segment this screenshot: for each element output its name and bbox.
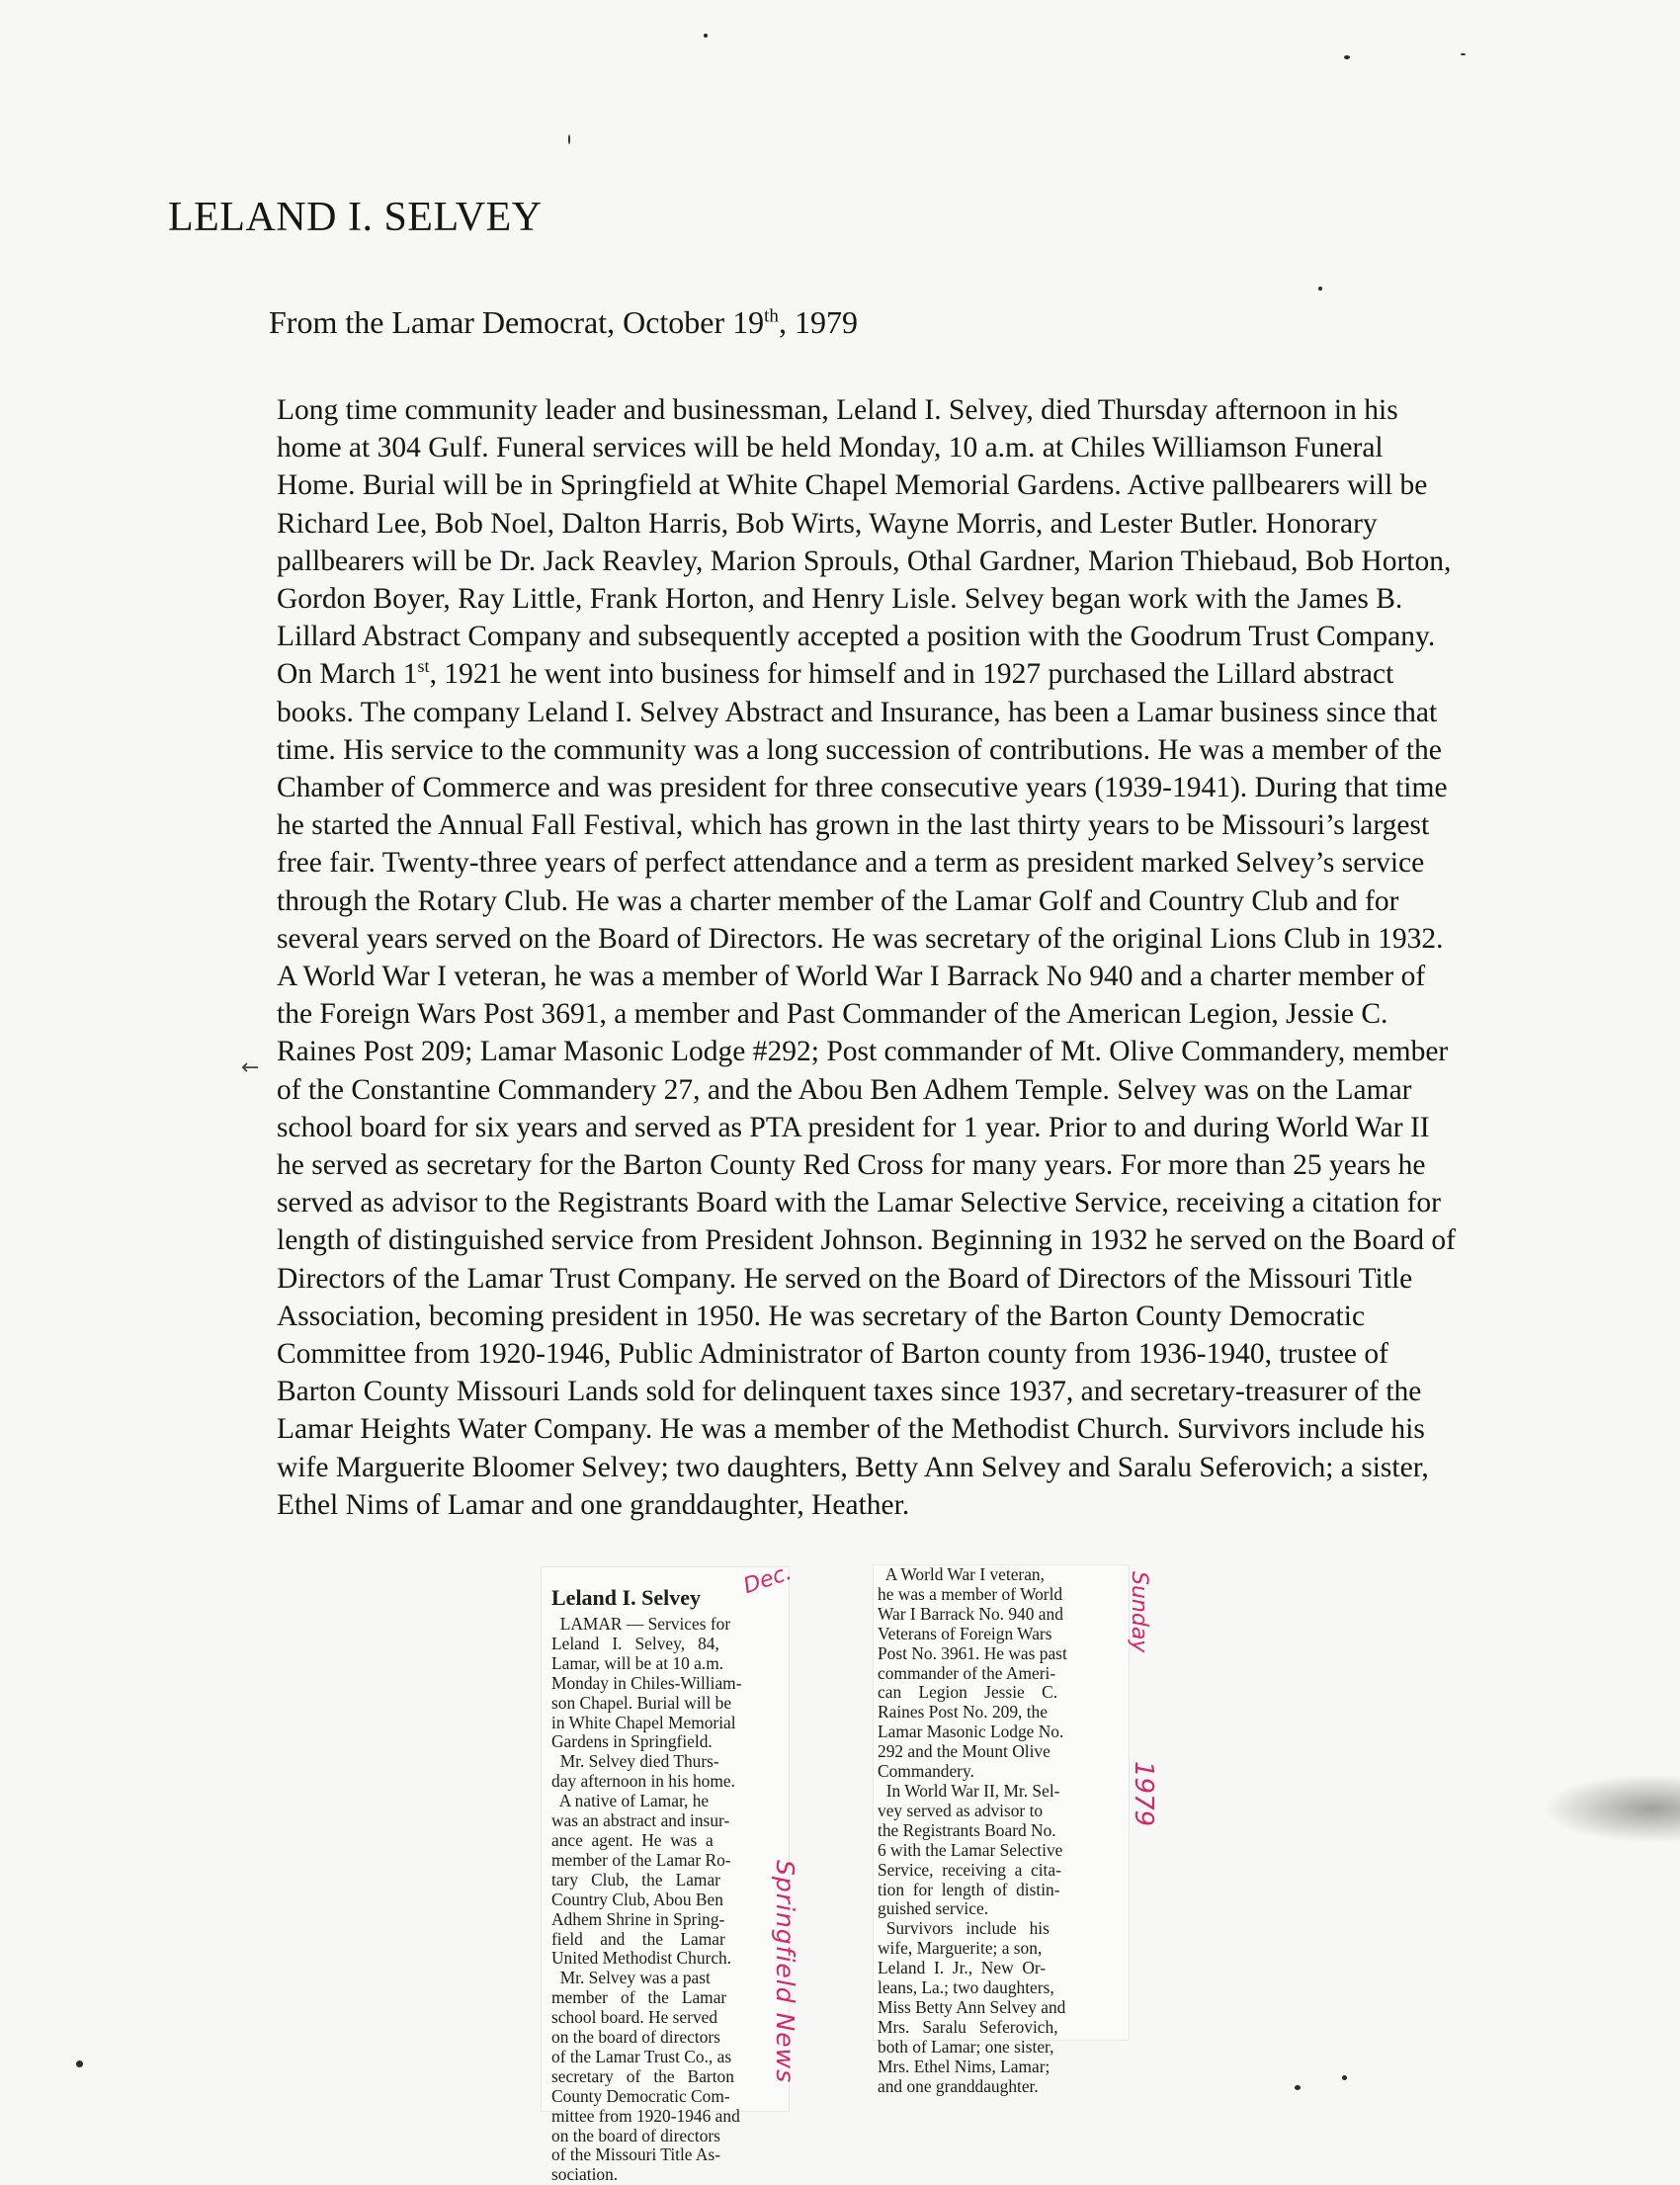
clipping-line: Post No. 3961. He was past	[878, 1642, 1067, 1663]
clipping-line: tion for length of distin-	[878, 1879, 1060, 1899]
clipping-line: 292 and the Mount Olive	[878, 1741, 1050, 1762]
clipping-line: Mrs. Ethel Nims, Lamar;	[878, 2056, 1050, 2076]
ordinal-suffix: st	[417, 656, 430, 677]
source-line	[269, 304, 858, 341]
clipping-line: United Methodist Church.	[551, 1948, 732, 1969]
clipping-line: wife, Marguerite; a son,	[878, 1938, 1043, 1959]
clipping-line: Veterans of Foreign Wars	[878, 1623, 1052, 1643]
clipping-line: member of the Lamar Ro-	[551, 1849, 731, 1870]
clipping-line: guished service.	[878, 1898, 989, 1919]
clipping-line: Gardens in Springfield.	[551, 1731, 713, 1752]
article-line: A World War I veteran, he was a member of World War I Barrack No 940 and a charter member of	[277, 961, 1426, 993]
clipping-line: was an abstract and insur-	[551, 1810, 730, 1831]
clipping-line: on the board of directors	[551, 2125, 720, 2145]
article-line: Raines Post 209; Lamar Masonic Lodge #292; Post commander of Mt. Olive Commandery, member	[277, 1036, 1449, 1068]
article-line: Lillard Abstract Company and subsequently accepted a position with the Goodrum Trust Company.	[277, 621, 1436, 653]
clipping-line: secretary of the Barton	[551, 2065, 734, 2086]
article-line: books. The company Leland I. Selvey Abstract and Insurance, has been a Lamar business since that	[277, 696, 1438, 728]
article-line: Lamar Heights Water Company. He was a member of the Methodist Church. Survivors include his	[277, 1413, 1425, 1446]
article-line: time. His service to the community was a long succession of contributions. He was a member of the	[277, 733, 1442, 766]
article-line: wife Marguerite Bloomer Selvey; two daughters, Betty Ann Selvey and Saralu Seferovich; a sister,	[277, 1451, 1429, 1483]
article-body	[277, 391, 1636, 1524]
clipping-line: sociation.	[551, 2164, 619, 2185]
clipping-line: commander of the Ameri-	[878, 1662, 1056, 1683]
clipping-line: Mr. Selvey died Thurs-	[551, 1751, 719, 1772]
clipping-line: school board. He served	[551, 2007, 718, 2028]
clipping-line: Monday in Chiles-William-	[551, 1672, 742, 1693]
clipping-line: Commandery.	[878, 1761, 974, 1782]
scan-speck	[704, 34, 708, 38]
newspaper-clipping-right	[874, 1564, 1129, 2096]
clipping-line: vey served as advisor to	[878, 1800, 1044, 1820]
article-line: home at 304 Gulf. Funeral services will be held Monday, 10 a.m. at Chiles Williamson Funeral	[277, 432, 1384, 464]
article-line: Long time community leader and businessman, Leland I. Selvey, died Thursday afternoon in his	[277, 394, 1398, 426]
article-line: free fair. Twenty-three years of perfect attendance and a term as president marked Selvey’s service	[277, 847, 1425, 880]
clipping-line: both of Lamar; one sister,	[878, 2036, 1054, 2057]
article-line: through the Rotary Club. He was a charter member of the Lamar Golf and Country Club and for	[277, 884, 1399, 917]
clipping-line: Survivors include his	[878, 1918, 1050, 1939]
clipping-line: Miss Betty Ann Selvey and	[878, 1996, 1066, 2017]
clipping-line: the Registrants Board No.	[878, 1819, 1056, 1840]
article-line: Association, becoming president in 1950. He was secretary of the Barton County Democratic	[277, 1300, 1366, 1332]
clipping-line: Leland I. Selvey, 84,	[551, 1633, 719, 1653]
page-title: LELAND I. SELVEY	[168, 195, 543, 240]
source-date-suffix: th	[764, 305, 779, 327]
clipping-line: Lamar Masonic Lodge No.	[878, 1722, 1064, 1742]
scan-speck	[76, 2060, 83, 2067]
clipping-line: Mrs. Saralu Seferovich,	[878, 2016, 1058, 2037]
article-line: Gordon Boyer, Ray Little, Frank Horton, and Henry Lisle. Selvey began work with the James B.	[277, 583, 1403, 616]
article-line: served as advisor to the Registrants Board with the Lamar Selective Service, receiving a citation for	[277, 1187, 1441, 1219]
clipping-line: mittee from 1920-1946 and	[551, 2105, 740, 2126]
clipping-line: and one granddaughter.	[878, 2075, 1039, 2096]
clipping-line: field and the Lamar	[551, 1928, 725, 1949]
clipping-line: Mr. Selvey was a past	[551, 1968, 711, 1988]
article-line: several years served on the Board of Directors. He was secretary of the original Lions Club in 1932.	[277, 922, 1444, 955]
clipping-line: on the board of directors	[551, 2027, 720, 2048]
scan-speck	[1342, 2075, 1347, 2080]
clipping-line: of the Lamar Trust Co., as	[551, 2046, 732, 2066]
clipping-line: leans, La.; two daughters,	[878, 1977, 1054, 1998]
article-line: the Foreign Wars Post 3691, a member and Past Commander of the American Legion, Jessie C.	[277, 998, 1388, 1031]
article-line: length of distinguished service from President Johnson. Beginning in 1932 he served on the Board of	[277, 1224, 1456, 1257]
article-line: Barton County Missouri Lands sold for delinquent taxes since 1937, and secretary-treasurer of the	[277, 1376, 1422, 1408]
clipping-line: Service, receiving a cita-	[878, 1859, 1061, 1880]
newspaper-clipping-left	[542, 1567, 789, 2185]
clipping-line: Country Club, Abou Ben	[551, 1889, 723, 1909]
article-line: Committee from 1920-1946, Public Administrator of Barton county from 1936-1940, trustee of	[277, 1338, 1388, 1371]
clipping-line: ance agent. He was a	[551, 1829, 714, 1850]
handwritten-springfield-note: Springfield News	[771, 1860, 799, 2084]
handwritten-year-note: 1979	[1129, 1761, 1158, 1827]
clipping-line: Adhem Shrine in Spring-	[551, 1908, 725, 1929]
article-line: Home. Burial will be in Springfield at White Chapel Memorial Gardens. Active pallbearers will be	[277, 469, 1428, 502]
article-line: Chamber of Commerce and was president for three consecutive years (1939-1941). During that time	[277, 772, 1448, 804]
clipping-line: he was a member of World	[878, 1583, 1063, 1604]
clipping-line: day afternoon in his home.	[551, 1771, 735, 1792]
article-line: school board for six years and served as PTA president for 1 year. Prior to and during World War II	[277, 1111, 1430, 1143]
clipping-line: tary Club, the Lamar	[551, 1869, 720, 1890]
source-year: , 1979	[778, 304, 858, 340]
clipping-line: In World War II, Mr. Sel-	[878, 1780, 1060, 1801]
scan-speck	[568, 134, 570, 144]
article-line: of the Constantine Commandery 27, and the Abou Ben Adhem Temple. Selvey was on the Lamar	[277, 1073, 1412, 1106]
clipping-line: Lamar, will be at 10 a.m.	[551, 1652, 724, 1673]
scan-speck	[1295, 2085, 1301, 2090]
handwritten-initials: Dec.	[740, 1559, 796, 1600]
clipping-line: Raines Post No. 209, the	[878, 1702, 1048, 1723]
clipping-line: in White Chapel Memorial	[551, 1712, 736, 1732]
handwritten-sunday-note: Sunday	[1127, 1571, 1151, 1653]
clipping-line: War I Barrack No. 940 and	[878, 1603, 1063, 1624]
article-line: On March 1st, 1921 he went into business for himself and in 1927 purchased the Lillard abstract	[277, 656, 1394, 691]
article-line: pallbearers will be Dr. Jack Reavley, Marion Sprouls, Othal Gardner, Marion Thiebaud, Bob Horton,	[277, 545, 1452, 577]
clipping-line: member of the Lamar	[551, 1987, 727, 2008]
clipping-headline: Leland I. Selvey	[551, 1585, 701, 1610]
article-line: Richard Lee, Bob Noel, Dalton Harris, Bob Wirts, Wayne Morris, and Lester Butler. Honorary	[277, 507, 1378, 540]
article-line: Directors of the Lamar Trust Company. He served on the Board of Directors of the Missouri Title	[277, 1262, 1413, 1295]
margin-arrow-mark: ←	[241, 1055, 260, 1080]
clipping-line: Leland I. Jr., New Or-	[878, 1958, 1047, 1978]
article-line: he served as secretary for the Barton County Red Cross for many years. For more than 25 years he	[277, 1149, 1426, 1182]
scan-shadow	[1542, 1774, 1680, 1843]
clipping-line: of the Missouri Title As-	[551, 2144, 721, 2165]
scan-speck	[1461, 53, 1466, 55]
clipping-line: 6 with the Lamar Selective	[878, 1839, 1063, 1860]
scan-speck	[1318, 287, 1322, 291]
source-prefix: From the Lamar Democrat, October 19	[269, 304, 765, 340]
article-line: Ethel Nims of Lamar and one granddaughter, Heather.	[277, 1488, 910, 1521]
clipping-line: County Democratic Com-	[551, 2085, 730, 2106]
clipping-line: A native of Lamar, he	[551, 1791, 710, 1811]
clipping-line: can Legion Jessie C.	[878, 1682, 1058, 1703]
clipping-line: LAMAR — Services for	[551, 1614, 731, 1634]
clipping-line: A World War I veteran,	[878, 1564, 1045, 1584]
article-line: he started the Annual Fall Festival, which has grown in the last thirty years to be Missouri’s largest	[277, 809, 1430, 842]
clipping-line: son Chapel. Burial will be	[551, 1692, 732, 1713]
scan-speck	[1344, 55, 1350, 59]
